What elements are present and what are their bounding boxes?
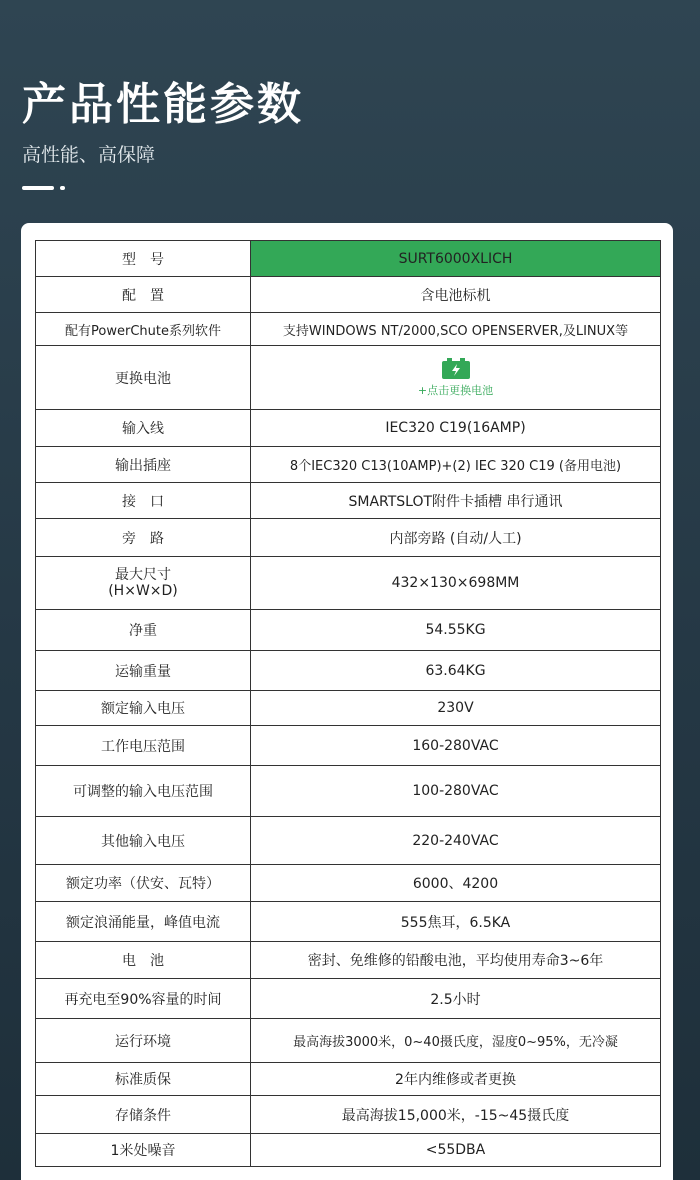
table-row bbox=[36, 557, 661, 610]
spec-label: 再充电至90%容量的时间 bbox=[36, 979, 251, 1019]
table-row bbox=[36, 410, 661, 447]
table-row bbox=[36, 313, 661, 346]
spec-label: 可调整的输入电压范围 bbox=[36, 766, 251, 817]
table-row bbox=[36, 766, 661, 817]
spec-value: 160-280VAC bbox=[251, 726, 661, 766]
spec-label: 额定输入电压 bbox=[36, 691, 251, 726]
replace-battery-cell[interactable] bbox=[251, 346, 661, 410]
spec-label: 额定浪涌能量，峰值电流 bbox=[36, 902, 251, 942]
spec-value: SURT6000XLICH bbox=[251, 241, 661, 277]
spec-label: 运行环境 bbox=[36, 1019, 251, 1063]
page-title: 产品性能参数 bbox=[22, 79, 304, 130]
spec-label: 额定功率（伏安、瓦特） bbox=[36, 865, 251, 902]
table-row bbox=[36, 979, 661, 1019]
table-row bbox=[36, 726, 661, 766]
spec-label: 运输重量 bbox=[36, 651, 251, 691]
spec-label: 其他输入电压 bbox=[36, 817, 251, 865]
table-row bbox=[36, 651, 661, 691]
table-row bbox=[36, 610, 661, 651]
spec-label: 标准质保 bbox=[36, 1063, 251, 1096]
table-row bbox=[36, 483, 661, 519]
spec-label: 接 口 bbox=[36, 483, 251, 519]
spec-value: 最高海拔15,000米，-15~45摄氏度 bbox=[251, 1096, 661, 1134]
spec-value: 54.55KG bbox=[251, 610, 661, 651]
spec-label: 配 置 bbox=[36, 277, 251, 313]
spec-label: 配有PowerChute系列软件 bbox=[36, 313, 251, 346]
spec-value: 含电池标机 bbox=[251, 277, 661, 313]
spec-value: 555焦耳，6.5KA bbox=[251, 902, 661, 942]
spec-value: 100-280VAC bbox=[251, 766, 661, 817]
spec-value: 230V bbox=[251, 691, 661, 726]
table-row bbox=[36, 865, 661, 902]
spec-value: 最高海拔3000米，0~40摄氏度，湿度0~95%，无冷凝 bbox=[251, 1019, 661, 1063]
page-subtitle: 高性能、高保障 bbox=[22, 144, 156, 166]
spec-value: 8个IEC320 C13(10AMP)+(2) IEC 320 C19 (备用电池) bbox=[251, 447, 661, 483]
spec-label: 存储条件 bbox=[36, 1096, 251, 1134]
table-row bbox=[36, 942, 661, 979]
table-row bbox=[36, 1096, 661, 1134]
spec-value: SMARTSLOT附件卡插槽 串行通讯 bbox=[251, 483, 661, 519]
spec-card bbox=[21, 223, 673, 1180]
spec-value: 密封、免维修的铅酸电池，平均使用寿命3~6年 bbox=[251, 942, 661, 979]
table-row bbox=[36, 346, 661, 410]
table-row bbox=[36, 817, 661, 865]
table-row bbox=[36, 1134, 661, 1167]
spec-value: <55DBA bbox=[251, 1134, 661, 1167]
spec-value: 220-240VAC bbox=[251, 817, 661, 865]
spec-table bbox=[35, 240, 661, 1167]
spec-value: 2年内维修或者更换 bbox=[251, 1063, 661, 1096]
spec-label: 净重 bbox=[36, 610, 251, 651]
spec-value: IEC320 C19(16AMP) bbox=[251, 410, 661, 447]
spec-label: 更换电池 bbox=[36, 346, 251, 410]
table-row bbox=[36, 519, 661, 557]
table-row bbox=[36, 277, 661, 313]
battery-icon[interactable] bbox=[441, 358, 471, 380]
replace-battery-link[interactable]: +点击更换电池 bbox=[417, 383, 494, 397]
table-row bbox=[36, 902, 661, 942]
spec-value: 2.5小时 bbox=[251, 979, 661, 1019]
spec-label: 型 号 bbox=[36, 241, 251, 277]
spec-label: 旁 路 bbox=[36, 519, 251, 557]
table-row bbox=[36, 1063, 661, 1096]
table-row bbox=[36, 1019, 661, 1063]
spec-value: 6000、4200 bbox=[251, 865, 661, 902]
spec-label: 1米处噪音 bbox=[36, 1134, 251, 1167]
spec-value: 内部旁路 (自动/人工) bbox=[251, 519, 661, 557]
spec-label: 输入线 bbox=[36, 410, 251, 447]
spec-label: 最大尺寸 (H×W×D) bbox=[36, 557, 251, 610]
spec-value: 支持WINDOWS NT/2000,SCO OPENSERVER,及LINUX等 bbox=[251, 313, 661, 346]
table-row bbox=[36, 691, 661, 726]
spec-value: 432×130×698MM bbox=[251, 557, 661, 610]
spec-label: 输出插座 bbox=[36, 447, 251, 483]
table-row bbox=[36, 447, 661, 483]
spec-value: 63.64KG bbox=[251, 651, 661, 691]
spec-label: 工作电压范围 bbox=[36, 726, 251, 766]
table-row bbox=[36, 241, 661, 277]
spec-label: 电 池 bbox=[36, 942, 251, 979]
